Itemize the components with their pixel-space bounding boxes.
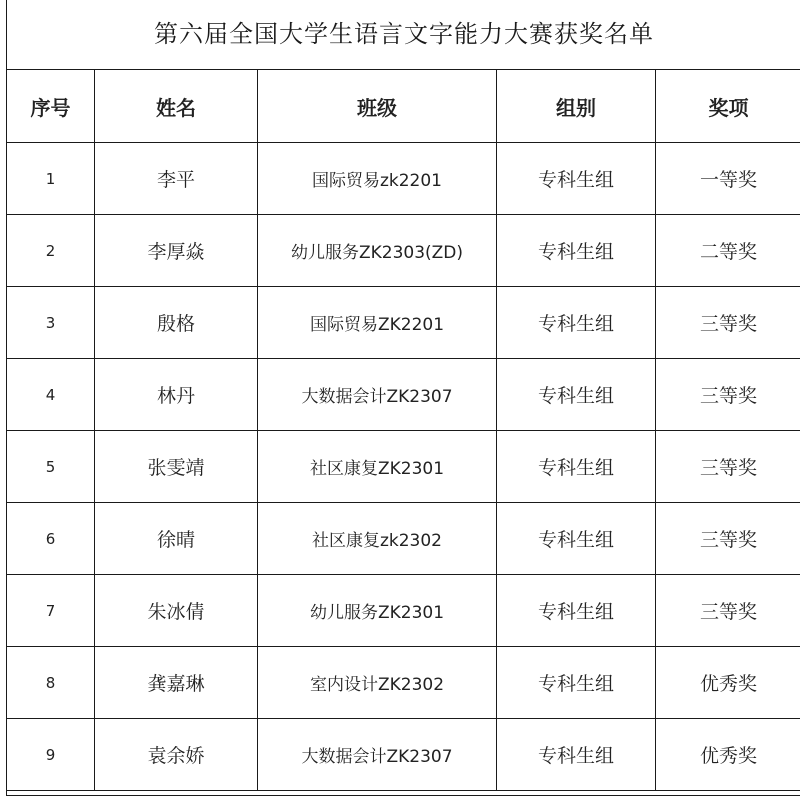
header-class: 班级 <box>258 70 497 143</box>
cell-class: 大数据会计ZK2307 <box>258 359 497 431</box>
header-award: 奖项 <box>656 70 800 143</box>
header-name: 姓名 <box>95 70 258 143</box>
table-row <box>7 215 800 287</box>
cell-award: 三等奖 <box>656 575 800 647</box>
cell-name: 林丹 <box>95 359 258 431</box>
header-row <box>7 70 800 143</box>
table-row <box>7 431 800 503</box>
cell-group: 专科生组 <box>497 503 656 575</box>
cell-no: 8 <box>7 647 95 719</box>
header-group: 组别 <box>497 70 656 143</box>
cell-group: 专科生组 <box>497 143 656 215</box>
cell-award: 优秀奖 <box>656 647 800 719</box>
table-row <box>7 503 800 575</box>
cell-name: 朱冰倩 <box>95 575 258 647</box>
cell-class: 幼儿服务ZK2303(ZD) <box>258 215 497 287</box>
cell-no: 3 <box>7 287 95 359</box>
cell-no: 7 <box>7 575 95 647</box>
cell-name: 徐晴 <box>95 503 258 575</box>
page-title: 第六届全国大学生语言文字能力大赛获奖名单 <box>7 0 800 70</box>
cell-class: 室内设计ZK2302 <box>258 647 497 719</box>
cell-class: 社区康复ZK2301 <box>258 431 497 503</box>
cell-no: 2 <box>7 215 95 287</box>
cell-class: 幼儿服务ZK2301 <box>258 575 497 647</box>
cell-no: 1 <box>7 143 95 215</box>
cell-award: 三等奖 <box>656 287 800 359</box>
cell-name: 李厚焱 <box>95 215 258 287</box>
cell-award: 优秀奖 <box>656 719 800 791</box>
cell-group: 专科生组 <box>497 287 656 359</box>
cell-class: 社区康复zk2302 <box>258 503 497 575</box>
cell-no: 9 <box>7 719 95 791</box>
cell-group: 专科生组 <box>497 215 656 287</box>
cell-class: 大数据会计ZK2307 <box>258 719 497 791</box>
cell-group: 专科生组 <box>497 575 656 647</box>
table-row <box>7 143 800 215</box>
header-no: 序号 <box>7 70 95 143</box>
cell-award: 三等奖 <box>656 431 800 503</box>
cell-no: 6 <box>7 503 95 575</box>
table-row <box>7 719 800 791</box>
table-row <box>7 287 800 359</box>
cell-group: 专科生组 <box>497 647 656 719</box>
cell-no: 4 <box>7 359 95 431</box>
table-row <box>7 575 800 647</box>
cell-class: 国际贸易ZK2201 <box>258 287 497 359</box>
cell-group: 专科生组 <box>497 359 656 431</box>
award-list-sheet <box>6 0 800 796</box>
cell-group: 专科生组 <box>497 431 656 503</box>
cell-award: 三等奖 <box>656 503 800 575</box>
cell-group: 专科生组 <box>497 719 656 791</box>
cell-award: 三等奖 <box>656 359 800 431</box>
cell-no: 5 <box>7 431 95 503</box>
cell-class: 国际贸易zk2201 <box>258 143 497 215</box>
cell-name: 殷格 <box>95 287 258 359</box>
table-row <box>7 359 800 431</box>
cell-name: 袁余娇 <box>95 719 258 791</box>
cell-award: 一等奖 <box>656 143 800 215</box>
cell-name: 李平 <box>95 143 258 215</box>
award-table <box>6 69 800 791</box>
table-row <box>7 647 800 719</box>
cell-name: 张雯靖 <box>95 431 258 503</box>
cell-name: 龚嘉琳 <box>95 647 258 719</box>
cell-award: 二等奖 <box>656 215 800 287</box>
